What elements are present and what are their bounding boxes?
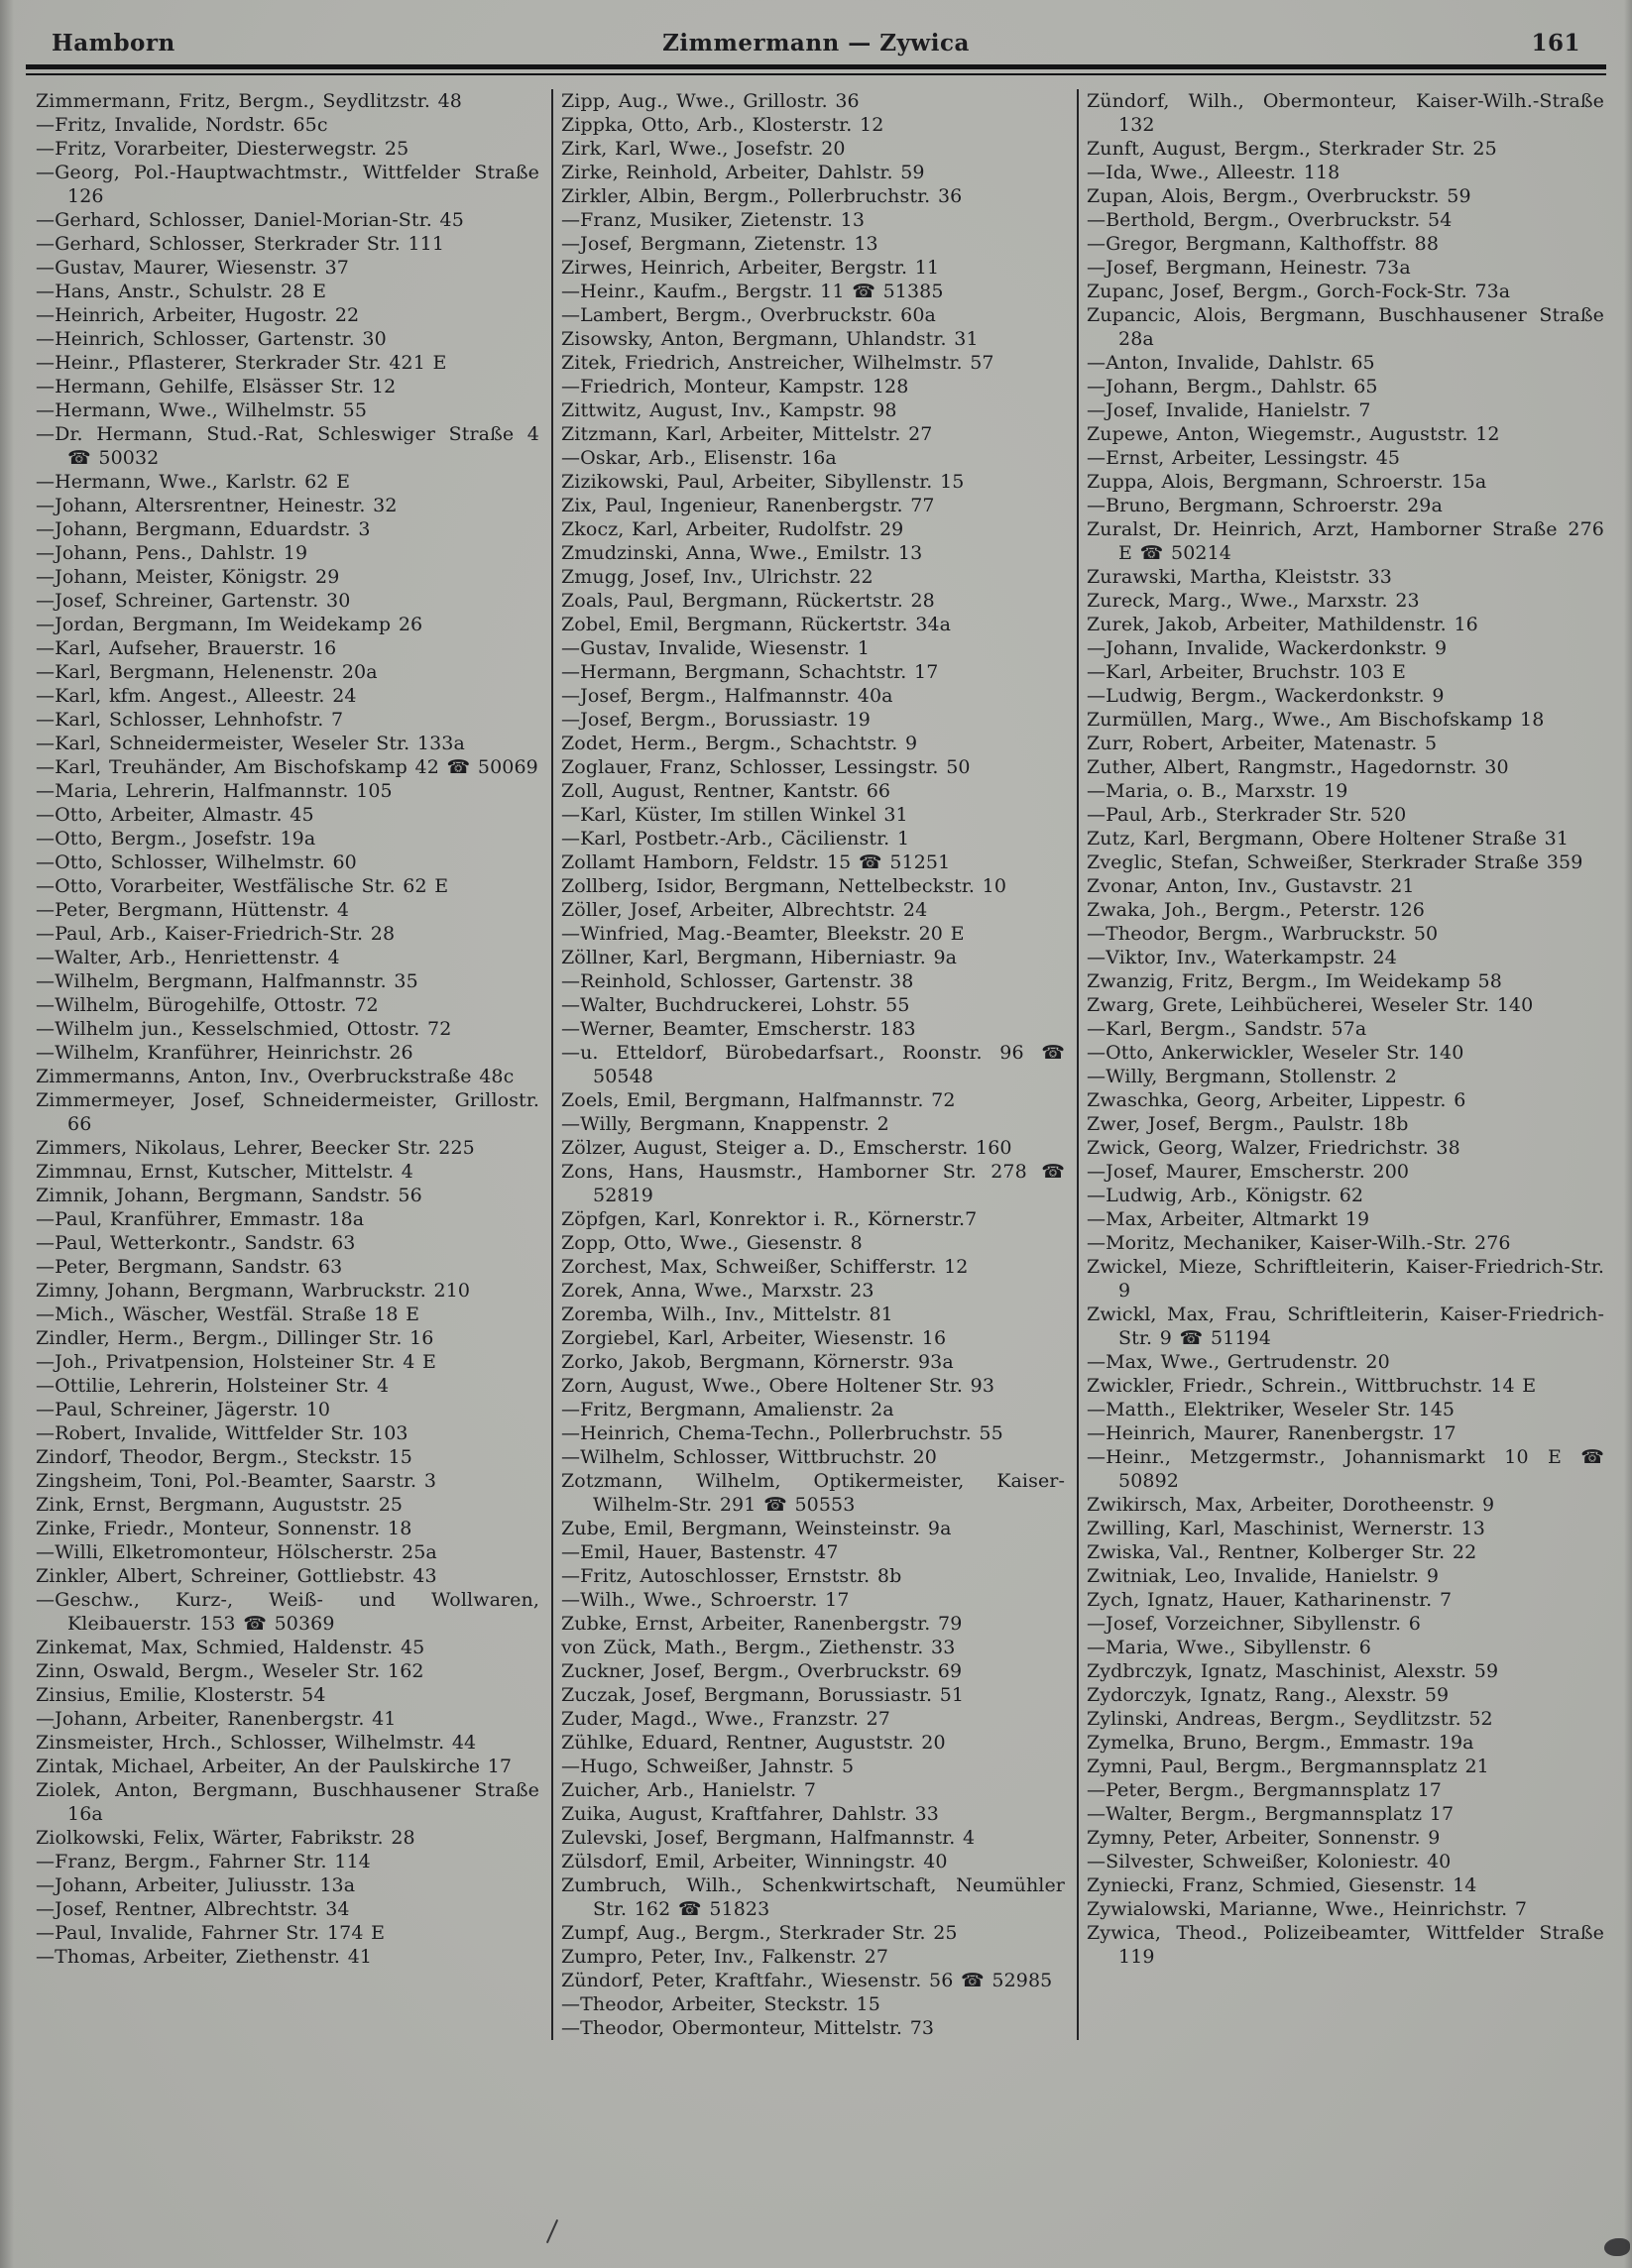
directory-entry: Zmudzinski, Anna, Wwe., Emilstr. 13 [561, 542, 923, 564]
directory-entry: Zymelka, Bruno, Bergm., Emmastr. 19a [1087, 1732, 1474, 1754]
directory-entry: —Hermann, Wwe., Karlstr. 62 E [36, 471, 351, 493]
stray-ink-blotch [1604, 2238, 1630, 2256]
directory-entry: Zorgiebel, Karl, Arbeiter, Wiesenstr. 16 [561, 1327, 947, 1349]
directory-entry: —Gerhard, Schlosser, Sterkrader Str. 111 [36, 233, 445, 255]
running-header [0, 0, 1632, 60]
directory-entry: —Wilhelm, Bergmann, Halfmannstr. 35 [36, 970, 418, 992]
directory-entry: —Franz, Bergm., Fahrner Str. 114 [36, 1851, 371, 1872]
directory-entry: —Johann, Arbeiter, Ranenbergstr. 41 [36, 1708, 397, 1730]
directory-entry: —Otto, Vorarbeiter, Westfälische Str. 62 E [36, 875, 449, 897]
directory-entry: —Ludwig, Bergm., Wackerdonkstr. 9 [1087, 685, 1445, 707]
directory-entry: Zirk, Karl, Wwe., Josefstr. 20 [561, 138, 846, 160]
directory-entry: —Hugo, Schweißer, Jahnstr. 5 [561, 1756, 855, 1777]
directory-entry: —Otto, Schlosser, Wilhelmstr. 60 [36, 851, 357, 873]
directory-entry: Zitek, Friedrich, Anstreicher, Wilhelmstr. 57 [561, 352, 994, 374]
directory-entry: —Walter, Buchdruckerei, Lohstr. 55 [561, 994, 910, 1016]
directory-entry: —Hermann, Wwe., Wilhelmstr. 55 [36, 399, 368, 421]
directory-entry: Zych, Ignatz, Hauer, Katharinenstr. 7 [1087, 1589, 1453, 1611]
directory-entry: Zöllner, Karl, Bergmann, Hiberniastr. 9a [561, 947, 958, 968]
directory-entry: Zindler, Herm., Bergm., Dillinger Str. 16 [36, 1327, 434, 1349]
directory-entry: Zöller, Josef, Arbeiter, Albrechtstr. 24 [561, 899, 928, 921]
directory-entry: —Fritz, Autoschlosser, Ernststr. 8b [561, 1565, 902, 1587]
directory-entry: Zobel, Emil, Bergmann, Rückertstr. 34a [561, 614, 952, 635]
directory-entry: —Joh., Privatpension, Holsteiner Str. 4 E [36, 1351, 436, 1373]
directory-entry: Zutz, Karl, Bergmann, Obere Holtener Straße 31 [1087, 828, 1570, 850]
directory-entry: Zulevski, Josef, Bergmann, Halfmannstr. 4 [561, 1827, 976, 1849]
directory-entry: —Max, Arbeiter, Altmarkt 19 [1087, 1208, 1370, 1230]
directory-entry: Zwikirsch, Max, Arbeiter, Dorotheenstr. 9 [1087, 1494, 1495, 1516]
directory-entry: Zube, Emil, Bergmann, Weinsteinstr. 9a [561, 1518, 952, 1539]
directory-entry: Zwiska, Val., Rentner, Kolberger Str. 22 [1087, 1541, 1477, 1563]
directory-entry: Zintak, Michael, Arbeiter, An der Paulskirche 17 [36, 1756, 513, 1777]
directory-entry: —Dr. Hermann, Stud.-Rat, Schleswiger Straße 4 ☎ 50032 [36, 423, 539, 469]
directory-entry: Zupewe, Anton, Wiegemstr., Auguststr. 12 [1087, 423, 1500, 445]
directory-entry: Zoels, Emil, Bergmann, Halfmannstr. 72 [561, 1089, 956, 1111]
directory-entry: —Gerhard, Schlosser, Daniel-Morian-Str. 45 [36, 209, 464, 231]
directory-entry: —Johann, Arbeiter, Juliusstr. 13a [36, 1874, 356, 1896]
directory-entry: —Winfried, Mag.-Beamter, Bleekstr. 20 E [561, 923, 965, 945]
header-place: Hamborn [52, 30, 175, 57]
directory-entry: Zollamt Hamborn, Feldstr. 15 ☎ 51251 [561, 851, 951, 873]
directory-entry: —Anton, Invalide, Dahlstr. 65 [1087, 352, 1375, 374]
directory-entry: Zurr, Robert, Arbeiter, Matenastr. 5 [1087, 733, 1438, 754]
directory-entry: Zwaschka, Georg, Arbeiter, Lippestr. 6 [1087, 1089, 1466, 1111]
directory-entry: Zodet, Herm., Bergm., Schachtstr. 9 [561, 733, 918, 754]
directory-entry: —Fritz, Invalide, Nordstr. 65c [36, 114, 328, 136]
directory-entry: —Karl, Treuhänder, Am Bischofskamp 42 ☎ 50069 [36, 756, 538, 778]
directory-entry: Zinn, Oswald, Bergm., Weseler Str. 162 [36, 1660, 424, 1682]
directory-entry: —Hans, Anstr., Schulstr. 28 E [36, 281, 327, 302]
directory-entry: Zywica, Theod., Polizeibeamter, Wittfelder Straße 119 [1087, 1922, 1604, 1968]
directory-entry: —Berthold, Bergm., Overbruckstr. 54 [1087, 209, 1453, 231]
header-rule [26, 64, 1606, 75]
header-page-number: 161 [1531, 30, 1580, 57]
directory-entry: —Willi, Elketromonteur, Hölscherstr. 25a [36, 1541, 437, 1563]
directory-entry: —Josef, Bergm., Halfmannstr. 40a [561, 685, 893, 707]
directory-entry: —Paul, Arb., Kaiser-Friedrich-Str. 28 [36, 923, 396, 945]
directory-entry: —Otto, Arbeiter, Almastr. 45 [36, 804, 314, 826]
directory-entry: Zumbruch, Wilh., Schenkwirtschaft, Neumühler Str. 162 ☎ 51823 [561, 1874, 1065, 1920]
directory-entry: Zingsheim, Toni, Pol.-Beamter, Saarstr. 3 [36, 1470, 437, 1492]
directory-entry: —Ludwig, Arb., Königstr. 62 [1087, 1185, 1364, 1206]
directory-entry: —Franz, Musiker, Zietenstr. 13 [561, 209, 866, 231]
directory-entry: Zwarg, Grete, Leihbücherei, Weseler Str. 140 [1087, 994, 1534, 1016]
directory-entry: —Jordan, Bergmann, Im Weidekamp 26 [36, 614, 423, 635]
directory-entry: —Theodor, Obermonteur, Mittelstr. 73 [561, 2017, 935, 2039]
directory-entry: —Silvester, Schweißer, Koloniestr. 40 [1087, 1851, 1452, 1872]
directory-entry: —Paul, Arb., Sterkrader Str. 520 [1087, 804, 1407, 826]
directory-entry: Zimmers, Nikolaus, Lehrer, Beecker Str. 225 [36, 1137, 475, 1159]
directory-entry: Zollberg, Isidor, Bergmann, Nettelbeckstr. 10 [561, 875, 1007, 897]
directory-entry: Zimmermanns, Anton, Inv., Overbruckstraße 48c [36, 1066, 515, 1087]
directory-entry: Zimmermeyer, Josef, Schneidermeister, Grillostr. 66 [36, 1089, 539, 1135]
directory-entry: Zimnik, Johann, Bergmann, Sandstr. 56 [36, 1185, 422, 1206]
directory-entry: —Josef, Rentner, Albrechtstr. 34 [36, 1898, 350, 1920]
directory-entry: Zülsdorf, Emil, Arbeiter, Winningstr. 40 [561, 1851, 948, 1872]
directory-entry: Zwickler, Friedr., Schrein., Wittbruchstr. 14 E [1087, 1375, 1537, 1397]
directory-entry: von Zück, Math., Bergm., Ziethenstr. 33 [561, 1637, 956, 1658]
directory-entry: Zirwes, Heinrich, Arbeiter, Bergstr. 11 [561, 257, 940, 279]
directory-entry: —Wilhelm, Schlosser, Wittbruchstr. 20 [561, 1446, 937, 1468]
directory-entry: —Heinrich, Maurer, Ranenbergstr. 17 [1087, 1422, 1457, 1444]
directory-entry: —Josef, Bergmann, Zietenstr. 13 [561, 233, 878, 255]
directory-entry: Zurawski, Martha, Kleiststr. 33 [1087, 566, 1392, 588]
directory-entry: —Maria, Lehrerin, Halfmannstr. 105 [36, 780, 393, 802]
directory-entry: Zippka, Otto, Arb., Klosterstr. 12 [561, 114, 884, 136]
directory-entry: Zuppa, Alois, Bergmann, Schroerstr. 15a [1087, 471, 1487, 493]
directory-entry: Zoglauer, Franz, Schlosser, Lessingstr. 50 [561, 756, 971, 778]
directory-entry: —Otto, Bergm., Josefstr. 19a [36, 828, 316, 850]
directory-entry: Zorek, Anna, Wwe., Marxstr. 23 [561, 1280, 874, 1302]
directory-entry: —Peter, Bergmann, Hüttenstr. 4 [36, 899, 350, 921]
directory-entry: Zinsmeister, Hrch., Schlosser, Wilhelmstr. 44 [36, 1732, 477, 1754]
directory-entry: —Lambert, Bergm., Overbruckstr. 60a [561, 304, 936, 326]
directory-entry: —Gustav, Invalide, Wiesenstr. 1 [561, 637, 871, 659]
directory-entry: —Walter, Arb., Henriettenstr. 4 [36, 947, 340, 968]
directory-entry: Zurmüllen, Marg., Wwe., Am Bischofskamp 18 [1087, 709, 1545, 731]
directory-entry: Zmugg, Josef, Inv., Ulrichstr. 22 [561, 566, 874, 588]
column-1 [28, 89, 551, 2040]
directory-entry: —Wilhelm jun., Kesselschmied, Ottostr. 72 [36, 1018, 452, 1040]
directory-entry: —Johann, Meister, Königstr. 29 [36, 566, 340, 588]
directory-entry: —Karl, Bergm., Sandstr. 57a [1087, 1018, 1367, 1040]
directory-entry: —Hermann, Gehilfe, Elsässer Str. 12 [36, 376, 397, 397]
directory-entry: —Willy, Bergmann, Knappenstr. 2 [561, 1113, 889, 1135]
column-2 [551, 89, 1077, 2040]
directory-entry: —Walter, Bergm., Bergmannsplatz 17 [1087, 1803, 1455, 1825]
directory-entry: Zurek, Jakob, Arbeiter, Mathildenstr. 16 [1087, 614, 1478, 635]
directory-entry: —Peter, Bergmann, Sandstr. 63 [36, 1256, 343, 1278]
directory-entry: Zyniecki, Franz, Schmied, Giesenstr. 14 [1087, 1874, 1477, 1896]
directory-entry: —Karl, Postbetr.-Arb., Cäcilienstr. 1 [561, 828, 910, 850]
directory-entry: —Maria, Wwe., Sibyllenstr. 6 [1087, 1637, 1371, 1658]
directory-entry: Zorchest, Max, Schweißer, Schifferstr. 12 [561, 1256, 969, 1278]
directory-entry: Zink, Ernst, Bergmann, Auguststr. 25 [36, 1494, 404, 1516]
directory-entry: —Karl, Schlosser, Lehnhofstr. 7 [36, 709, 344, 731]
directory-entry: —Fritz, Vorarbeiter, Diesterwegstr. 25 [36, 138, 409, 160]
directory-entry: —Otto, Ankerwickler, Weseler Str. 140 [1087, 1042, 1464, 1064]
directory-entry: Zindorf, Theodor, Bergm., Steckstr. 15 [36, 1446, 412, 1468]
directory-entry: —Werner, Beamter, Emscherstr. 183 [561, 1018, 916, 1040]
directory-entry: —Paul, Schreiner, Jägerstr. 10 [36, 1399, 331, 1420]
directory-entry: —Josef, Bergm., Borussiastr. 19 [561, 709, 871, 731]
directory-entry: Zimny, Johann, Bergmann, Warbruckstr. 210 [36, 1280, 471, 1302]
directory-entry: —Heinr., Pflasterer, Sterkrader Str. 421 E [36, 352, 447, 374]
directory-entry: Zuczak, Josef, Bergmann, Borussiastr. 51 [561, 1684, 965, 1706]
directory-entry: Zwanzig, Fritz, Bergm., Im Weidekamp 58 [1087, 970, 1502, 992]
column-3 [1077, 89, 1616, 2040]
directory-entry: —Josef, Schreiner, Gartenstr. 30 [36, 590, 351, 612]
directory-entry: —Reinhold, Schlosser, Gartenstr. 38 [561, 970, 914, 992]
directory-entry: —Maria, o. B., Marxstr. 19 [1087, 780, 1348, 802]
header-name-range: Zimmermann — Zywica [662, 30, 970, 57]
directory-entry: —Johann, Pens., Dahlstr. 19 [36, 542, 308, 564]
directory-entry: —Gregor, Bergmann, Kalthoffstr. 88 [1087, 233, 1440, 255]
directory-entry: —Wilhelm, Bürogehilfe, Ottostr. 72 [36, 994, 379, 1016]
directory-entry: Zorko, Jakob, Bergmann, Körnerstr. 93a [561, 1351, 954, 1373]
directory-entry: —Josef, Maurer, Emscherstr. 200 [1087, 1161, 1410, 1183]
directory-entry: —Theodor, Bergm., Warbruckstr. 50 [1087, 923, 1439, 945]
directory-entry: Zumpro, Peter, Inv., Falkenstr. 27 [561, 1946, 889, 1968]
directory-entry: Zisowsky, Anton, Bergmann, Uhlandstr. 31 [561, 328, 979, 350]
directory-entry: —Johann, Bergm., Dahlstr. 65 [1087, 376, 1378, 397]
directory-entry: Zwaka, Joh., Bergm., Peterstr. 126 [1087, 899, 1425, 921]
directory-entry: Zumpf, Aug., Bergm., Sterkrader Str. 25 [561, 1922, 958, 1944]
directory-entry: Zwickel, Mieze, Schriftleiterin, Kaiser-Friedrich-Str. 9 [1087, 1256, 1604, 1302]
directory-entry: Zureck, Marg., Wwe., Marxstr. 23 [1087, 590, 1420, 612]
directory-entry: Zuther, Albert, Rangmstr., Hagedornstr. 30 [1087, 756, 1509, 778]
directory-entry: —Heinr., Metzgermstr., Johannismarkt 10 E ☎ 50892 [1087, 1446, 1604, 1492]
directory-entry: Zylinski, Andreas, Bergm., Seydlitzstr. 52 [1087, 1708, 1493, 1730]
directory-entry: —Heinrich, Chema-Techn., Pollerbruchstr. 55 [561, 1422, 1003, 1444]
directory-entry: Zwer, Josef, Bergm., Paulstr. 18b [1087, 1113, 1409, 1135]
directory-entry: —Johann, Invalide, Wackerdonkstr. 9 [1087, 637, 1448, 659]
directory-entry: Zons, Hans, Hausmstr., Hamborner Str. 278 ☎ 52819 [561, 1161, 1065, 1206]
directory-entry: Zwilling, Karl, Maschinist, Wernerstr. 13 [1087, 1518, 1485, 1539]
directory-entry: Zoals, Paul, Bergmann, Rückertstr. 28 [561, 590, 935, 612]
directory-entry: Ziolek, Anton, Bergmann, Buschhausener Straße 16a [36, 1779, 539, 1825]
directory-entry: Zimmermann, Fritz, Bergm., Seydlitzstr. 48 [36, 90, 462, 112]
directory-entry: Zkocz, Karl, Arbeiter, Rudolfstr. 29 [561, 518, 904, 540]
directory-entry: Zündorf, Wilh., Obermonteur, Kaiser-Wilh.-Straße 132 [1087, 90, 1604, 136]
directory-entry: Zuika, August, Kraftfahrer, Dahlstr. 33 [561, 1803, 939, 1825]
directory-entry: —Karl, Küster, Im stillen Winkel 31 [561, 804, 908, 826]
directory-entry: Zydbrczyk, Ignatz, Maschinist, Alexstr. 59 [1087, 1660, 1499, 1682]
directory-entry: —Karl, Aufseher, Brauerstr. 16 [36, 637, 337, 659]
directory-entry: Zwick, Georg, Walzer, Friedrichstr. 38 [1087, 1137, 1460, 1159]
directory-entry: —Paul, Kranführer, Emmastr. 18a [36, 1208, 365, 1230]
directory-columns [0, 75, 1632, 2040]
directory-entry: —Gustav, Maurer, Wiesenstr. 37 [36, 257, 349, 279]
directory-entry: Zuralst, Dr. Heinrich, Arzt, Hamborner Straße 276 E ☎ 50214 [1087, 518, 1604, 564]
directory-entry: Zoll, August, Rentner, Kantstr. 66 [561, 780, 891, 802]
directory-entry: Zwickl, Max, Frau, Schriftleiterin, Kaiser-Friedrich-Str. 9 ☎ 51194 [1087, 1304, 1604, 1349]
directory-entry: Zühlke, Eduard, Rentner, Auguststr. 20 [561, 1732, 946, 1754]
directory-entry: —Max, Wwe., Gertrudenstr. 20 [1087, 1351, 1390, 1373]
directory-entry: —Heinr., Kaufm., Bergstr. 11 ☎ 51385 [561, 281, 944, 302]
directory-entry: —Josef, Invalide, Hanielstr. 7 [1087, 399, 1371, 421]
directory-entry: —Hermann, Bergmann, Schachtstr. 17 [561, 661, 939, 683]
directory-entry: Zwitniak, Leo, Invalide, Hanielstr. 9 [1087, 1565, 1440, 1587]
directory-entry: Zirkler, Albin, Bergm., Pollerbruchstr. 36 [561, 185, 963, 207]
directory-entry: —Emil, Hauer, Bastenstr. 47 [561, 1541, 839, 1563]
directory-entry: —Willy, Bergmann, Stollenstr. 2 [1087, 1066, 1397, 1087]
directory-entry: Zywialowski, Marianne, Wwe., Heinrichstr. 7 [1087, 1898, 1528, 1920]
directory-entry: —Mich., Wäscher, Westfäl. Straße 18 E [36, 1304, 420, 1325]
directory-entry: Zorn, August, Wwe., Obere Holtener Str. 93 [561, 1375, 995, 1397]
directory-entry: —Oskar, Arb., Elisenstr. 16a [561, 447, 837, 469]
directory-entry: Zirke, Reinhold, Arbeiter, Dahlstr. 59 [561, 162, 925, 183]
directory-entry: —Heinrich, Schlosser, Gartenstr. 30 [36, 328, 387, 350]
directory-entry: Zoremba, Wilh., Inv., Mittelstr. 81 [561, 1304, 893, 1325]
directory-entry: —Friedrich, Monteur, Kampstr. 128 [561, 376, 909, 397]
directory-entry: —Karl, Schneidermeister, Weseler Str. 133a [36, 733, 465, 754]
directory-entry: Zunft, August, Bergm., Sterkrader Str. 25 [1087, 138, 1497, 160]
directory-entry: —Bruno, Bergmann, Schroerstr. 29a [1087, 495, 1443, 516]
directory-entry: —Geschw., Kurz-, Weiß- und Wollwaren, Kleibauerstr. 153 ☎ 50369 [36, 1589, 539, 1635]
directory-entry: —Ernst, Arbeiter, Lessingstr. 45 [1087, 447, 1401, 469]
directory-entry: Zinke, Friedr., Monteur, Sonnenstr. 18 [36, 1518, 412, 1539]
directory-entry: Zündorf, Peter, Kraftfahr., Wiesenstr. 56 ☎ 52985 [561, 1970, 1053, 1991]
directory-entry: Zizikowski, Paul, Arbeiter, Sibyllenstr. 15 [561, 471, 965, 493]
directory-entry: Zupancic, Alois, Bergmann, Buschhausener Straße 28a [1087, 304, 1604, 350]
directory-entry: Zinkler, Albert, Schreiner, Gottliebstr. 43 [36, 1565, 437, 1587]
directory-entry: Zölzer, August, Steiger a. D., Emscherstr. 160 [561, 1137, 1012, 1159]
directory-entry: —Johann, Altersrentner, Heinestr. 32 [36, 495, 398, 516]
directory-entry: Zveglic, Stefan, Schweißer, Sterkrader Straße 359 [1087, 851, 1583, 873]
directory-entry: —Heinrich, Arbeiter, Hugostr. 22 [36, 304, 360, 326]
directory-entry: —Karl, Bergmann, Helenenstr. 20a [36, 661, 378, 683]
directory-entry: Zöpfgen, Karl, Konrektor i. R., Körnerstr.7 [561, 1208, 978, 1230]
directory-entry: Zymni, Paul, Bergm., Bergmannsplatz 21 [1087, 1756, 1489, 1777]
directory-entry: Zubke, Ernst, Arbeiter, Ranenbergstr. 79 [561, 1613, 963, 1635]
directory-entry: —Josef, Bergmann, Heinestr. 73a [1087, 257, 1411, 279]
directory-entry: —Johann, Bergmann, Eduardstr. 3 [36, 518, 371, 540]
directory-entry: —Ida, Wwe., Alleestr. 118 [1087, 162, 1341, 183]
directory-entry: Zopp, Otto, Wwe., Giesenstr. 8 [561, 1232, 863, 1254]
directory-entry: —Karl, Arbeiter, Bruchstr. 103 E [1087, 661, 1406, 683]
directory-entry: —Ottilie, Lehrerin, Holsteiner Str. 4 [36, 1375, 390, 1397]
directory-entry: —Peter, Bergm., Bergmannsplatz 17 [1087, 1779, 1442, 1801]
stray-ink-mark [546, 2219, 558, 2244]
directory-entry: —u. Etteldorf, Bürobedarfsart., Roonstr. 96 ☎ 50548 [561, 1042, 1065, 1087]
directory-entry: Zymny, Peter, Arbeiter, Sonnenstr. 9 [1087, 1827, 1441, 1849]
directory-entry: —Theodor, Arbeiter, Steckstr. 15 [561, 1993, 880, 2015]
directory-entry: Zitzmann, Karl, Arbeiter, Mittelstr. 27 [561, 423, 933, 445]
directory-entry: Zuckner, Josef, Bergm., Overbruckstr. 69 [561, 1660, 963, 1682]
directory-entry: Zuicher, Arb., Hanielstr. 7 [561, 1779, 817, 1801]
directory-entry: Zix, Paul, Ingenieur, Ranenbergstr. 77 [561, 495, 935, 516]
directory-entry: Ziolkowski, Felix, Wärter, Fabrikstr. 28 [36, 1827, 415, 1849]
directory-entry: Zuder, Magd., Wwe., Franzstr. 27 [561, 1708, 890, 1730]
directory-entry: —Fritz, Bergmann, Amalienstr. 2a [561, 1399, 894, 1420]
directory-entry: —Paul, Invalide, Fahrner Str. 174 E [36, 1922, 386, 1944]
directory-entry: —Georg, Pol.-Hauptwachtmstr., Wittfelder Straße 126 [36, 162, 539, 207]
directory-entry: Zydorczyk, Ignatz, Rang., Alexstr. 59 [1087, 1684, 1450, 1706]
directory-entry: Zimmnau, Ernst, Kutscher, Mittelstr. 4 [36, 1161, 413, 1183]
directory-entry: Zinkemat, Max, Schmied, Haldenstr. 45 [36, 1637, 425, 1658]
directory-entry: Zupanc, Josef, Bergm., Gorch-Fock-Str. 73a [1087, 281, 1511, 302]
directory-entry: Zipp, Aug., Wwe., Grillostr. 36 [561, 90, 860, 112]
directory-entry: —Matth., Elektriker, Weseler Str. 145 [1087, 1399, 1456, 1420]
directory-entry: —Wilhelm, Kranführer, Heinrichstr. 26 [36, 1042, 413, 1064]
directory-entry: —Viktor, Inv., Waterkampstr. 24 [1087, 947, 1397, 968]
directory-entry: —Robert, Invalide, Wittfelder Str. 103 [36, 1422, 408, 1444]
directory-entry: —Josef, Vorzeichner, Sibyllenstr. 6 [1087, 1613, 1421, 1635]
directory-entry: —Wilh., Wwe., Schroerstr. 17 [561, 1589, 850, 1611]
directory-entry: Zvonar, Anton, Inv., Gustavstr. 21 [1087, 875, 1415, 897]
directory-entry: Zinsius, Emilie, Klosterstr. 54 [36, 1684, 326, 1706]
directory-entry: Zotzmann, Wilhelm, Optikermeister, Kaiser-Wilhelm-Str. 291 ☎ 50553 [561, 1470, 1065, 1516]
directory-entry: Zittwitz, August, Inv., Kampstr. 98 [561, 399, 897, 421]
directory-entry: —Karl, kfm. Angest., Alleestr. 24 [36, 685, 357, 707]
directory-entry: —Paul, Wetterkontr., Sandstr. 63 [36, 1232, 356, 1254]
directory-entry: Zupan, Alois, Bergm., Overbruckstr. 59 [1087, 185, 1471, 207]
directory-entry: —Moritz, Mechaniker, Kaiser-Wilh.-Str. 276 [1087, 1232, 1511, 1254]
directory-entry: —Thomas, Arbeiter, Ziethenstr. 41 [36, 1946, 373, 1968]
